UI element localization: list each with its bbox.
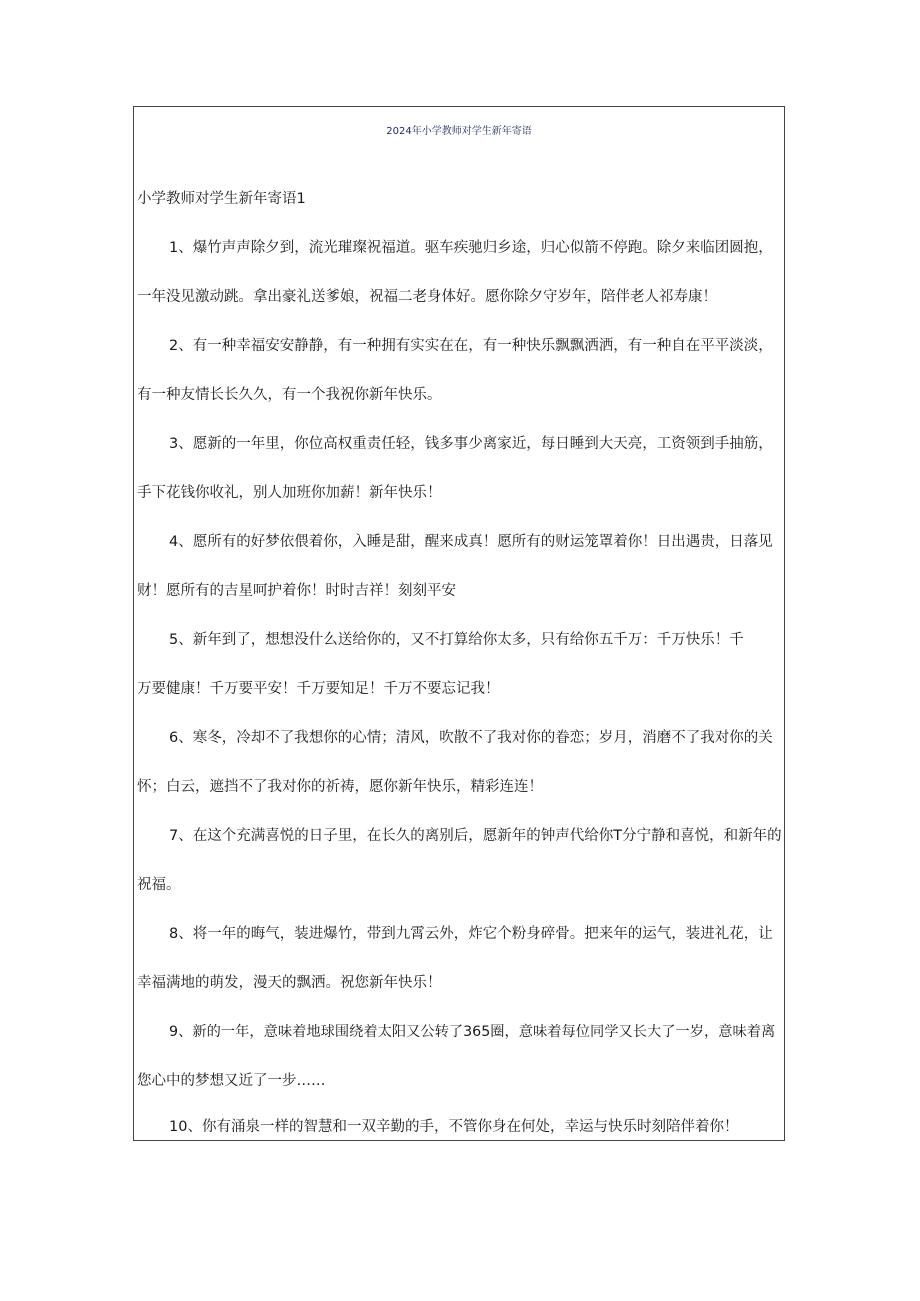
- paragraph-1-line-1: 1、爆竹声声除夕到，流光璀璨祝福道。驱车疾驰归乡途，归心似箭不停跑。除夕来临团圆抱，: [169, 240, 773, 256]
- paragraph-8-line-2: 幸福满地的萌发，漫天的飘洒。祝您新年快乐！: [137, 975, 442, 991]
- paragraph-10-line-1: 10、你有涌泉一样的智慧和一双辛勤的手，不管你身在何处，幸运与快乐时刻陪伴着你！: [169, 1119, 739, 1135]
- paragraph-6-line-1: 6、寒冬，冷却不了我想你的心情；清风，吹散不了我对你的眷恋；岁月，消磨不了我对你的关: [169, 730, 773, 746]
- paragraph-9-line-2: 您心中的梦想又近了一步……: [137, 1073, 326, 1089]
- document-page: [133, 106, 785, 1141]
- paragraph-3-line-2: 手下花钱你收礼，别人加班你加薪！新年快乐！: [137, 485, 442, 501]
- paragraph-6-line-2: 怀；白云，遮挡不了我对你的祈祷，愿你新年快乐，精彩连连！: [137, 779, 543, 795]
- paragraph-5-line-1: 5、新年到了，想想没什么送给你的，又不打算给你太多，只有给你五千万：千万快乐！千: [169, 632, 744, 648]
- document-title: 2024年小学教师对学生新年寄语: [386, 126, 532, 137]
- paragraph-4-line-1: 4、愿所有的好梦依偎着你，入睡是甜，醒来成真！愿所有的财运笼罩着你！日出遇贵，日落见: [169, 534, 773, 550]
- paragraph-3-line-1: 3、愿新的一年里，你位高权重责任轻，钱多事少离家近，每日睡到大天亮，工资领到手抽筋，: [169, 436, 773, 452]
- paragraph-8-line-1: 8、将一年的晦气，装进爆竹，带到九霄云外，炸它个粉身碎骨。把来年的运气，装进礼花，让: [169, 926, 773, 942]
- paragraph-9-line-1: 9、新的一年，意味着地球围绕着太阳又公转了365圈，意味着每位同学又长大了一岁，意味着离: [169, 1024, 776, 1040]
- paragraph-1-line-2: 一年没见激动跳。拿出豪礼送爹娘，祝福二老身体好。愿你除夕守岁年，陪伴老人祁寿康！: [137, 289, 717, 305]
- paragraph-2-line-2: 有一种友情长长久久，有一个我祝你新年快乐。: [137, 387, 442, 403]
- section-heading: 小学教师对学生新年寄语1: [137, 191, 306, 207]
- paragraph-5-line-2: 万要健康！千万要平安！千万要知足！千万不要忘记我！: [137, 681, 500, 697]
- paragraph-7-line-2: 祝福。: [137, 877, 181, 893]
- paragraph-7-line-1: 7、在这个充满喜悦的日子里，在长久的离别后，愿新年的钟声代给你T分宁静和喜悦，和新年的: [169, 828, 782, 844]
- paragraph-2-line-1: 2、有一种幸福安安静静，有一种拥有实实在在，有一种快乐飘飘洒洒，有一种自在平平淡淡，: [169, 338, 773, 354]
- paragraph-4-line-2: 财！愿所有的吉星呵护着你！时时吉祥！刻刻平安: [137, 583, 456, 599]
